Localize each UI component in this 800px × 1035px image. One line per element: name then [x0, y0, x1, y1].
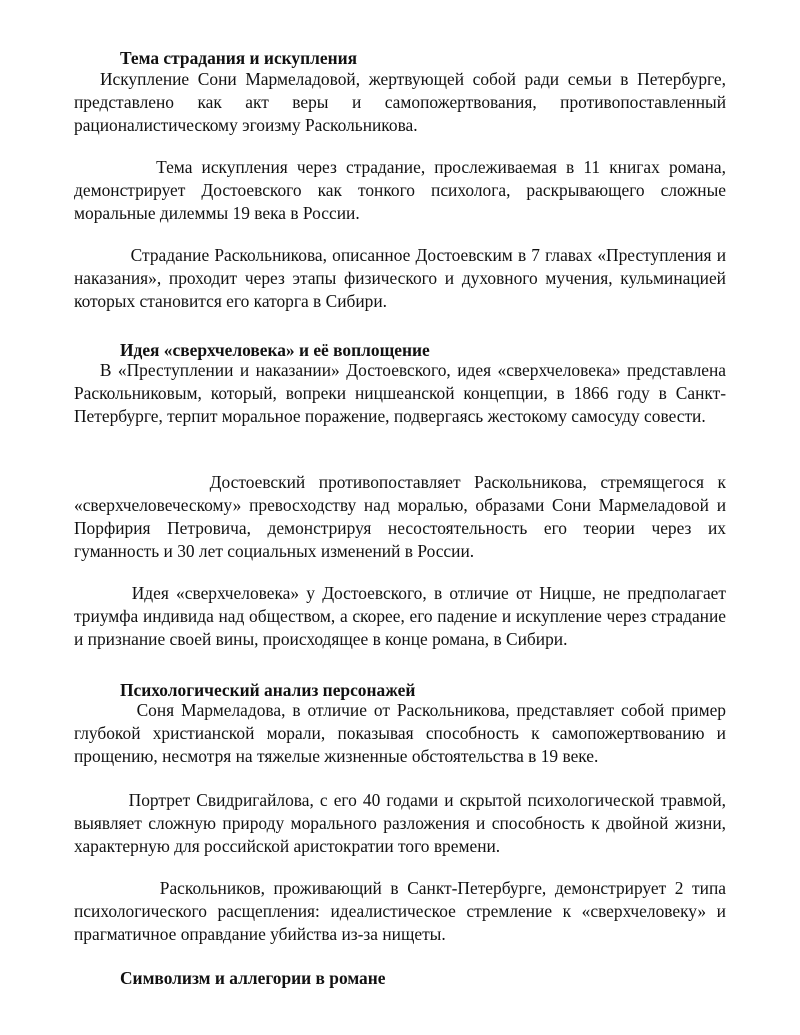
- section-heading-superman: Идея «сверхчеловека» и её воплощение: [120, 340, 430, 360]
- paragraph: Достоевский противопоставляет Раскольникова, стремящегося к «сверхчеловеческому» превосходству над моралью, образами Сони Мармеладовой и Порфирия Петровича, демонстрируя несостоятельность его теории через их гуманность и 30 лет социальных изменений в России.: [74, 472, 731, 561]
- section-heading-psychology: Психологический анализ персонажей: [120, 680, 416, 700]
- section-heading-suffering: Тема страдания и искупления: [120, 48, 358, 68]
- paragraph: Соня Мармеладова, в отличие от Раскольникова, представляет собой пример глубокой христианской морали, показывая способность к самопожертвованию и прощению, несмотря на тяжелые жизненные обстоятельства в 19 веке.: [74, 700, 731, 766]
- paragraph: Портрет Свидригайлова, с его 40 годами и скрытой психологической травмой, выявляет сложную природу морального разложения и способность к двойной жизни, характерную для российской аристократии того времени.: [74, 790, 731, 856]
- section-heading-symbolism: Символизм и аллегории в романе: [120, 968, 386, 988]
- paragraph: Идея «сверхчеловека» у Достоевского, в отличие от Ницше, не предполагает триумфа индивида над обществом, а скорее, его падение и искупление через страдание и признание своей вины, происходящее в конце романа, в Сибири.: [74, 583, 731, 649]
- paragraph: Раскольников, проживающий в Санкт-Петербурге, демонстрирует 2 типа психологического расщепления: идеалистическое стремление к «сверхчеловеку» и прагматичное оправдание убийства из-за нищеты.: [74, 878, 731, 944]
- paragraph: Искупление Сони Мармеладовой, жертвующей собой ради семьи в Петербурге, представлено как акт веры и самопожертвования, противопоставленный рационалистическому эгоизму Раскольникова.: [74, 69, 731, 135]
- paragraph: В «Преступлении и наказании» Достоевского, идея «сверхчеловека» представлена Раскольниковым, который, вопреки ницшеанской концепции, в 1866 году в Санкт-Петербурге, терпит моральное поражение, подвергаясь жестокому самосуду совести.: [74, 360, 731, 426]
- paragraph: Тема искупления через страдание, прослеживаемая в 11 книгах романа, демонстрирует Достоевского как тонкого психолога, раскрывающего сложные моральные дилеммы 19 века в России.: [74, 157, 731, 223]
- paragraph: Страдание Раскольникова, описанное Достоевским в 7 главах «Преступления и наказания», проходит через этапы физического и духовного мучения, кульминацией которых становится его каторга в Сибири.: [74, 245, 731, 311]
